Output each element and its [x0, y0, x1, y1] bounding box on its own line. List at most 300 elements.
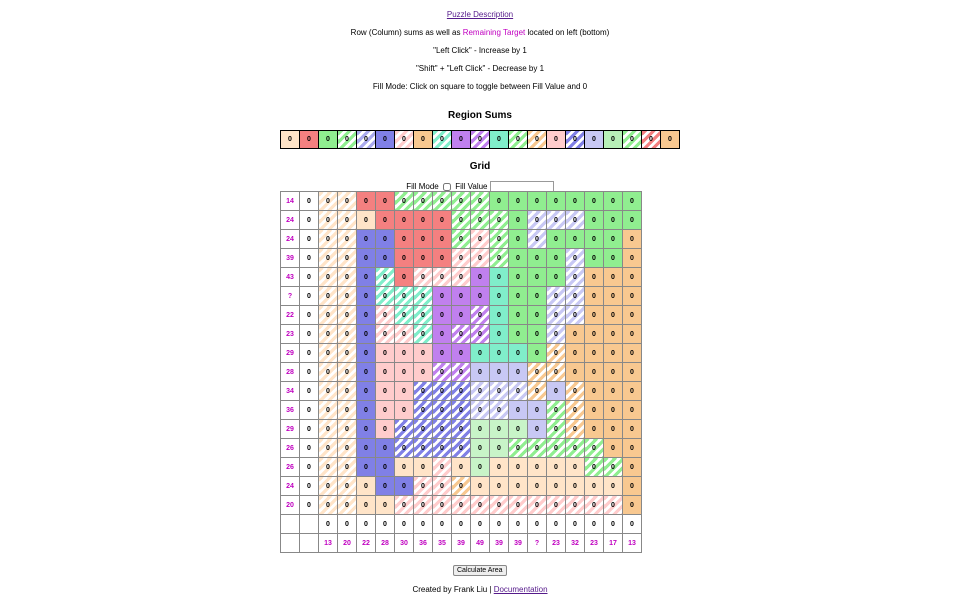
grid-cell[interactable]: 0 [623, 306, 642, 325]
grid-cell[interactable]: 0 [433, 401, 452, 420]
grid-cell[interactable]: 0 [433, 344, 452, 363]
grid-cell[interactable]: 0 [547, 477, 566, 496]
grid-cell[interactable]: 0 [395, 420, 414, 439]
grid-cell[interactable]: 0 [509, 268, 528, 287]
grid-cell[interactable]: 0 [452, 382, 471, 401]
grid-cell[interactable]: 0 [509, 306, 528, 325]
grid-cell[interactable]: 0 [623, 211, 642, 230]
grid-cell[interactable]: 0 [566, 211, 585, 230]
grid-cell[interactable]: 0 [338, 439, 357, 458]
grid-cell[interactable]: 0 [376, 306, 395, 325]
grid-cell[interactable]: 0 [338, 306, 357, 325]
grid-cell[interactable]: 0 [376, 401, 395, 420]
grid-cell[interactable]: 0 [471, 477, 490, 496]
grid-cell[interactable]: 0 [509, 382, 528, 401]
grid-cell[interactable]: 0 [585, 363, 604, 382]
grid-cell[interactable]: 0 [338, 230, 357, 249]
grid-cell[interactable]: 0 [566, 401, 585, 420]
grid-cell[interactable]: 0 [528, 249, 547, 268]
grid-cell[interactable]: 0 [509, 439, 528, 458]
grid-cell[interactable]: 0 [338, 382, 357, 401]
grid-cell[interactable]: 0 [338, 249, 357, 268]
grid-cell[interactable]: 0 [623, 325, 642, 344]
grid-cell[interactable]: 0 [604, 496, 623, 515]
grid-cell[interactable]: 0 [623, 382, 642, 401]
grid-cell[interactable]: 0 [490, 344, 509, 363]
grid-cell[interactable]: 0 [547, 325, 566, 344]
grid-cell[interactable]: 0 [395, 439, 414, 458]
grid-cell[interactable]: 0 [395, 192, 414, 211]
grid-cell[interactable]: 0 [566, 230, 585, 249]
grid-cell[interactable]: 0 [566, 458, 585, 477]
grid-cell[interactable]: 0 [376, 420, 395, 439]
grid-cell[interactable]: 0 [528, 306, 547, 325]
grid-cell[interactable]: 0 [585, 249, 604, 268]
grid-cell[interactable]: 0 [528, 230, 547, 249]
grid-cell[interactable]: 0 [433, 458, 452, 477]
grid-cell[interactable]: 0 [319, 496, 338, 515]
grid-cell[interactable]: 0 [509, 287, 528, 306]
grid-cell[interactable]: 0 [585, 230, 604, 249]
grid-cell[interactable]: 0 [604, 420, 623, 439]
documentation-link[interactable]: Documentation [493, 585, 548, 594]
grid-cell[interactable]: 0 [585, 192, 604, 211]
grid-cell[interactable]: 0 [547, 230, 566, 249]
grid-cell[interactable]: 0 [414, 230, 433, 249]
grid-cell[interactable]: 0 [623, 439, 642, 458]
grid-cell[interactable]: 0 [319, 287, 338, 306]
grid-cell[interactable]: 0 [414, 192, 433, 211]
grid-cell[interactable]: 0 [376, 477, 395, 496]
grid-cell[interactable]: 0 [319, 230, 338, 249]
grid-cell[interactable]: 0 [585, 458, 604, 477]
grid-cell[interactable]: 0 [509, 458, 528, 477]
grid-cell[interactable]: 0 [471, 420, 490, 439]
grid-cell[interactable]: 0 [338, 401, 357, 420]
grid-cell[interactable]: 0 [509, 230, 528, 249]
grid-cell[interactable]: 0 [528, 458, 547, 477]
grid-cell[interactable]: 0 [547, 268, 566, 287]
grid-cell[interactable]: 0 [338, 420, 357, 439]
grid-cell[interactable]: 0 [319, 458, 338, 477]
grid-cell[interactable]: 0 [623, 268, 642, 287]
grid-cell[interactable]: 0 [509, 344, 528, 363]
grid-cell[interactable]: 0 [319, 382, 338, 401]
region-sum-cell: 0 [338, 131, 357, 149]
grid-cell[interactable]: 0 [452, 344, 471, 363]
grid-cell[interactable]: 0 [414, 439, 433, 458]
grid-cell[interactable]: 0 [452, 287, 471, 306]
grid-cell[interactable]: 0 [547, 420, 566, 439]
grid-cell[interactable]: 0 [319, 363, 338, 382]
grid-cell[interactable]: 0 [338, 287, 357, 306]
grid-cell[interactable]: 0 [395, 325, 414, 344]
grid-cell[interactable]: 0 [604, 458, 623, 477]
grid-cell[interactable]: 0 [357, 325, 376, 344]
fill-mode-checkbox[interactable] [443, 183, 451, 191]
grid-cell[interactable]: 0 [509, 496, 528, 515]
grid-cell[interactable]: 0 [490, 496, 509, 515]
grid-cell[interactable]: 0 [490, 249, 509, 268]
grid-cell[interactable]: 0 [490, 211, 509, 230]
grid-cell[interactable]: 0 [376, 249, 395, 268]
grid-cell[interactable]: 0 [585, 382, 604, 401]
grid-cell[interactable]: 0 [547, 211, 566, 230]
grid-cell[interactable]: 0 [566, 382, 585, 401]
grid-cell[interactable]: 0 [623, 344, 642, 363]
grid-cell[interactable]: 0 [452, 420, 471, 439]
grid-cell[interactable]: 0 [319, 344, 338, 363]
grid-cell[interactable]: 0 [623, 458, 642, 477]
grid-cell[interactable]: 0 [585, 439, 604, 458]
grid-cell[interactable]: 0 [452, 249, 471, 268]
grid-cell[interactable]: 0 [471, 192, 490, 211]
grid-cell[interactable]: 0 [452, 306, 471, 325]
grid-cell[interactable]: 0 [490, 325, 509, 344]
grid-cell[interactable]: 0 [566, 306, 585, 325]
grid-cell[interactable]: 0 [414, 287, 433, 306]
grid-cell[interactable]: 0 [585, 496, 604, 515]
grid-cell[interactable]: 0 [585, 401, 604, 420]
grid-cell[interactable]: 0 [395, 287, 414, 306]
grid-cell[interactable]: 0 [471, 325, 490, 344]
grid-cell[interactable]: 0 [604, 211, 623, 230]
grid-cell[interactable]: 0 [452, 496, 471, 515]
grid-cell[interactable]: 0 [528, 439, 547, 458]
grid-cell[interactable]: 0 [528, 325, 547, 344]
grid-cell[interactable]: 0 [490, 458, 509, 477]
grid-cell[interactable]: 0 [471, 287, 490, 306]
grid-cell[interactable]: 0 [433, 192, 452, 211]
grid-cell[interactable]: 0 [452, 458, 471, 477]
grid-cell[interactable]: 0 [376, 439, 395, 458]
grid-cell[interactable]: 0 [509, 249, 528, 268]
grid-cell[interactable]: 0 [528, 211, 547, 230]
grid-cell[interactable]: 0 [585, 268, 604, 287]
grid-cell[interactable]: 0 [414, 477, 433, 496]
grid-cell[interactable]: 0 [319, 306, 338, 325]
grid-cell[interactable]: 0 [528, 287, 547, 306]
grid-cell[interactable]: 0 [471, 496, 490, 515]
grid-cell[interactable]: 0 [623, 287, 642, 306]
grid-cell[interactable]: 0 [376, 382, 395, 401]
grid-cell[interactable]: 0 [414, 268, 433, 287]
grid-cell[interactable]: 0 [395, 268, 414, 287]
grid-cell[interactable]: 0 [471, 382, 490, 401]
grid-cell[interactable]: 0 [414, 363, 433, 382]
grid-cell[interactable]: 0 [471, 268, 490, 287]
grid-cell[interactable]: 0 [395, 211, 414, 230]
grid-cell[interactable]: 0 [414, 325, 433, 344]
grid-cell[interactable]: 0 [585, 287, 604, 306]
grid-cell[interactable]: 0 [604, 325, 623, 344]
grid-cell[interactable]: 0 [357, 249, 376, 268]
grid-cell[interactable]: 0 [414, 306, 433, 325]
grid-cell[interactable]: 0 [376, 192, 395, 211]
grid-cell[interactable]: 0 [490, 363, 509, 382]
grid-cell[interactable]: 0 [547, 458, 566, 477]
grid-cell[interactable]: 0 [547, 306, 566, 325]
column-sum: 0 [357, 515, 376, 534]
grid-cell[interactable]: 0 [471, 249, 490, 268]
grid-cell[interactable]: 0 [319, 420, 338, 439]
grid-cell[interactable]: 0 [547, 382, 566, 401]
grid-cell[interactable]: 0 [623, 401, 642, 420]
grid-cell[interactable]: 0 [395, 458, 414, 477]
grid-cell[interactable]: 0 [338, 344, 357, 363]
grid-cell[interactable]: 0 [395, 477, 414, 496]
grid-cell[interactable]: 0 [471, 230, 490, 249]
grid-cell[interactable]: 0 [414, 420, 433, 439]
grid-cell[interactable]: 0 [433, 363, 452, 382]
grid-cell[interactable]: 0 [509, 325, 528, 344]
grid-cell[interactable]: 0 [319, 268, 338, 287]
grid-cell[interactable]: 0 [566, 344, 585, 363]
grid-cell[interactable]: 0 [604, 230, 623, 249]
grid-cell[interactable]: 0 [547, 287, 566, 306]
grid-cell[interactable]: 0 [471, 439, 490, 458]
grid-cell[interactable]: 0 [414, 249, 433, 268]
grid-cell[interactable]: 0 [623, 420, 642, 439]
grid-cell[interactable]: 0 [490, 287, 509, 306]
grid-cell[interactable]: 0 [623, 363, 642, 382]
grid-cell[interactable]: 0 [414, 344, 433, 363]
grid-cell[interactable]: 0 [452, 477, 471, 496]
grid-cell[interactable]: 0 [604, 344, 623, 363]
grid-cell[interactable]: 0 [566, 268, 585, 287]
grid-row [281, 439, 642, 458]
grid-cell[interactable]: 0 [452, 192, 471, 211]
grid-cell[interactable]: 0 [509, 401, 528, 420]
grid-cell[interactable]: 0 [338, 325, 357, 344]
grid-cell[interactable]: 0 [414, 496, 433, 515]
grid-cell[interactable]: 0 [547, 249, 566, 268]
grid-cell[interactable]: 0 [509, 420, 528, 439]
grid-cell[interactable]: 0 [604, 249, 623, 268]
grid-cell[interactable]: 0 [471, 344, 490, 363]
grid-cell[interactable]: 0 [604, 363, 623, 382]
grid-cell[interactable]: 0 [395, 401, 414, 420]
region-sum-cell: 0 [395, 131, 414, 149]
grid-cell[interactable]: 0 [528, 192, 547, 211]
grid-cell[interactable]: 0 [528, 496, 547, 515]
grid-cell[interactable]: 0 [547, 401, 566, 420]
grid-cell[interactable]: 0 [414, 211, 433, 230]
grid-cell[interactable]: 0 [357, 496, 376, 515]
grid-cell[interactable]: 0 [566, 325, 585, 344]
grid-cell[interactable]: 0 [395, 249, 414, 268]
grid-cell[interactable]: 0 [433, 230, 452, 249]
grid-cell[interactable]: 0 [490, 477, 509, 496]
grid-cell[interactable]: 0 [490, 382, 509, 401]
grid-cell[interactable]: 0 [490, 420, 509, 439]
grid-cell[interactable]: 0 [547, 344, 566, 363]
grid-cell[interactable]: 0 [585, 344, 604, 363]
puzzle-description-link[interactable]: Puzzle Description [446, 10, 514, 19]
grid-cell[interactable]: 0 [433, 325, 452, 344]
grid-cell[interactable]: 0 [585, 211, 604, 230]
grid-cell[interactable]: 0 [490, 401, 509, 420]
grid-cell[interactable]: 0 [433, 211, 452, 230]
grid-cell[interactable]: 0 [376, 230, 395, 249]
grid-cell[interactable]: 0 [490, 268, 509, 287]
grid-cell[interactable]: 0 [471, 401, 490, 420]
grid-cell[interactable]: 0 [433, 268, 452, 287]
grid-cell[interactable]: 0 [357, 192, 376, 211]
row-target: 43 [281, 268, 300, 287]
grid-cell[interactable]: 0 [528, 401, 547, 420]
grid-cell[interactable]: 0 [547, 363, 566, 382]
grid-cell[interactable]: 0 [376, 211, 395, 230]
grid-cell[interactable]: 0 [623, 230, 642, 249]
grid-cell[interactable]: 0 [433, 382, 452, 401]
grid-cell[interactable]: 0 [395, 230, 414, 249]
grid-cell[interactable]: 0 [338, 192, 357, 211]
grid-cell[interactable]: 0 [604, 439, 623, 458]
grid-cell[interactable]: 0 [357, 477, 376, 496]
grid-cell[interactable]: 0 [471, 306, 490, 325]
grid-cell[interactable]: 0 [566, 192, 585, 211]
grid-cell[interactable]: 0 [376, 268, 395, 287]
grid-cell[interactable]: 0 [604, 192, 623, 211]
grid-cell[interactable]: 0 [547, 439, 566, 458]
grid-cell[interactable]: 0 [376, 325, 395, 344]
grid-cell[interactable]: 0 [528, 477, 547, 496]
grid-cell[interactable]: 0 [395, 496, 414, 515]
grid-cell[interactable]: 0 [376, 287, 395, 306]
grid-cell[interactable]: 0 [376, 496, 395, 515]
grid-cell[interactable]: 0 [509, 211, 528, 230]
grid-cell[interactable]: 0 [395, 344, 414, 363]
grid-cell[interactable]: 0 [490, 306, 509, 325]
grid-cell[interactable]: 0 [433, 439, 452, 458]
grid-cell[interactable]: 0 [585, 325, 604, 344]
grid-cell[interactable]: 0 [471, 211, 490, 230]
grid-cell[interactable]: 0 [357, 382, 376, 401]
grid-cell[interactable]: 0 [319, 439, 338, 458]
grid-cell[interactable]: 0 [528, 420, 547, 439]
grid-cell[interactable]: 0 [319, 477, 338, 496]
grid-cell[interactable]: 0 [319, 401, 338, 420]
grid-cell[interactable]: 0 [566, 439, 585, 458]
grid-cell[interactable]: 0 [585, 477, 604, 496]
grid-cell[interactable]: 0 [452, 268, 471, 287]
grid-cell[interactable]: 0 [376, 363, 395, 382]
grid-cell[interactable]: 0 [528, 382, 547, 401]
grid-cell[interactable]: 0 [528, 268, 547, 287]
grid-cell[interactable]: 0 [604, 382, 623, 401]
grid-cell[interactable]: 0 [452, 363, 471, 382]
grid-cell[interactable]: 0 [566, 287, 585, 306]
grid-cell[interactable]: 0 [433, 477, 452, 496]
grid-cell[interactable]: 0 [566, 249, 585, 268]
grid-cell[interactable]: 0 [509, 192, 528, 211]
grid-cell[interactable]: 0 [566, 420, 585, 439]
grid-cell[interactable]: 0 [490, 439, 509, 458]
grid-cell[interactable]: 0 [471, 458, 490, 477]
grid-cell[interactable]: 0 [604, 401, 623, 420]
grid-cell[interactable]: 0 [452, 439, 471, 458]
grid-cell[interactable]: 0 [604, 287, 623, 306]
grid-cell[interactable]: 0 [357, 363, 376, 382]
grid-cell[interactable]: 0 [319, 325, 338, 344]
grid-cell[interactable]: 0 [338, 363, 357, 382]
grid-cell[interactable]: 0 [357, 458, 376, 477]
grid-cell[interactable]: 0 [338, 458, 357, 477]
grid-cell[interactable]: 0 [357, 268, 376, 287]
grid-cell[interactable]: 0 [433, 249, 452, 268]
calculate-area-button[interactable]: Calculate Area [453, 565, 507, 576]
grid-cell[interactable]: 0 [357, 230, 376, 249]
grid-cell[interactable]: 0 [376, 458, 395, 477]
grid-cell[interactable]: 0 [357, 401, 376, 420]
grid-cell[interactable]: 0 [490, 230, 509, 249]
grid-cell[interactable]: 0 [528, 363, 547, 382]
grid-cell[interactable]: 0 [471, 363, 490, 382]
grid-cell[interactable]: 0 [357, 287, 376, 306]
grid-cell[interactable]: 0 [604, 477, 623, 496]
grid-cell[interactable]: 0 [452, 211, 471, 230]
grid-cell[interactable]: 0 [623, 249, 642, 268]
grid-cell[interactable]: 0 [414, 458, 433, 477]
grid-cell[interactable]: 0 [585, 420, 604, 439]
grid-cell[interactable]: 0 [357, 211, 376, 230]
grid-cell[interactable]: 0 [604, 268, 623, 287]
grid-cell[interactable]: 0 [509, 477, 528, 496]
grid-cell[interactable]: 0 [433, 420, 452, 439]
grid-cell[interactable]: 0 [566, 477, 585, 496]
column-target: 20 [338, 534, 357, 553]
grid-cell[interactable]: 0 [338, 268, 357, 287]
grid-cell[interactable]: 0 [623, 496, 642, 515]
grid-cell[interactable]: 0 [509, 363, 528, 382]
grid-cell[interactable]: 0 [414, 401, 433, 420]
grid-cell[interactable]: 0 [357, 306, 376, 325]
grid-cell[interactable]: 0 [547, 192, 566, 211]
grid-cell[interactable]: 0 [338, 477, 357, 496]
grid-cell[interactable]: 0 [585, 306, 604, 325]
grid-cell[interactable]: 0 [566, 363, 585, 382]
grid-cell[interactable]: 0 [338, 496, 357, 515]
grid-cell[interactable]: 0 [395, 382, 414, 401]
grid-cell[interactable]: 0 [319, 211, 338, 230]
grid-cell[interactable]: 0 [414, 382, 433, 401]
grid-cell[interactable]: 0 [623, 192, 642, 211]
grid-cell[interactable]: 0 [547, 496, 566, 515]
grid-cell[interactable]: 0 [452, 230, 471, 249]
grid-cell[interactable]: 0 [395, 306, 414, 325]
row-target: 14 [281, 192, 300, 211]
grid-cell[interactable]: 0 [357, 439, 376, 458]
grid-cell[interactable]: 0 [433, 287, 452, 306]
grid-cell[interactable]: 0 [566, 496, 585, 515]
grid-cell[interactable]: 0 [357, 420, 376, 439]
grid-cell[interactable]: 0 [376, 344, 395, 363]
grid-cell[interactable]: 0 [452, 325, 471, 344]
grid-cell[interactable]: 0 [528, 344, 547, 363]
grid-cell[interactable]: 0 [433, 306, 452, 325]
grid-cell[interactable]: 0 [604, 306, 623, 325]
grid-cell[interactable]: 0 [623, 477, 642, 496]
grid-cell[interactable]: 0 [357, 344, 376, 363]
grid-cell[interactable]: 0 [338, 211, 357, 230]
grid-cell[interactable]: 0 [452, 401, 471, 420]
grid-cell[interactable]: 0 [319, 249, 338, 268]
grid-cell[interactable]: 0 [490, 192, 509, 211]
grid-cell[interactable]: 0 [395, 363, 414, 382]
grid-cell[interactable]: 0 [319, 192, 338, 211]
grid-cell[interactable]: 0 [433, 496, 452, 515]
